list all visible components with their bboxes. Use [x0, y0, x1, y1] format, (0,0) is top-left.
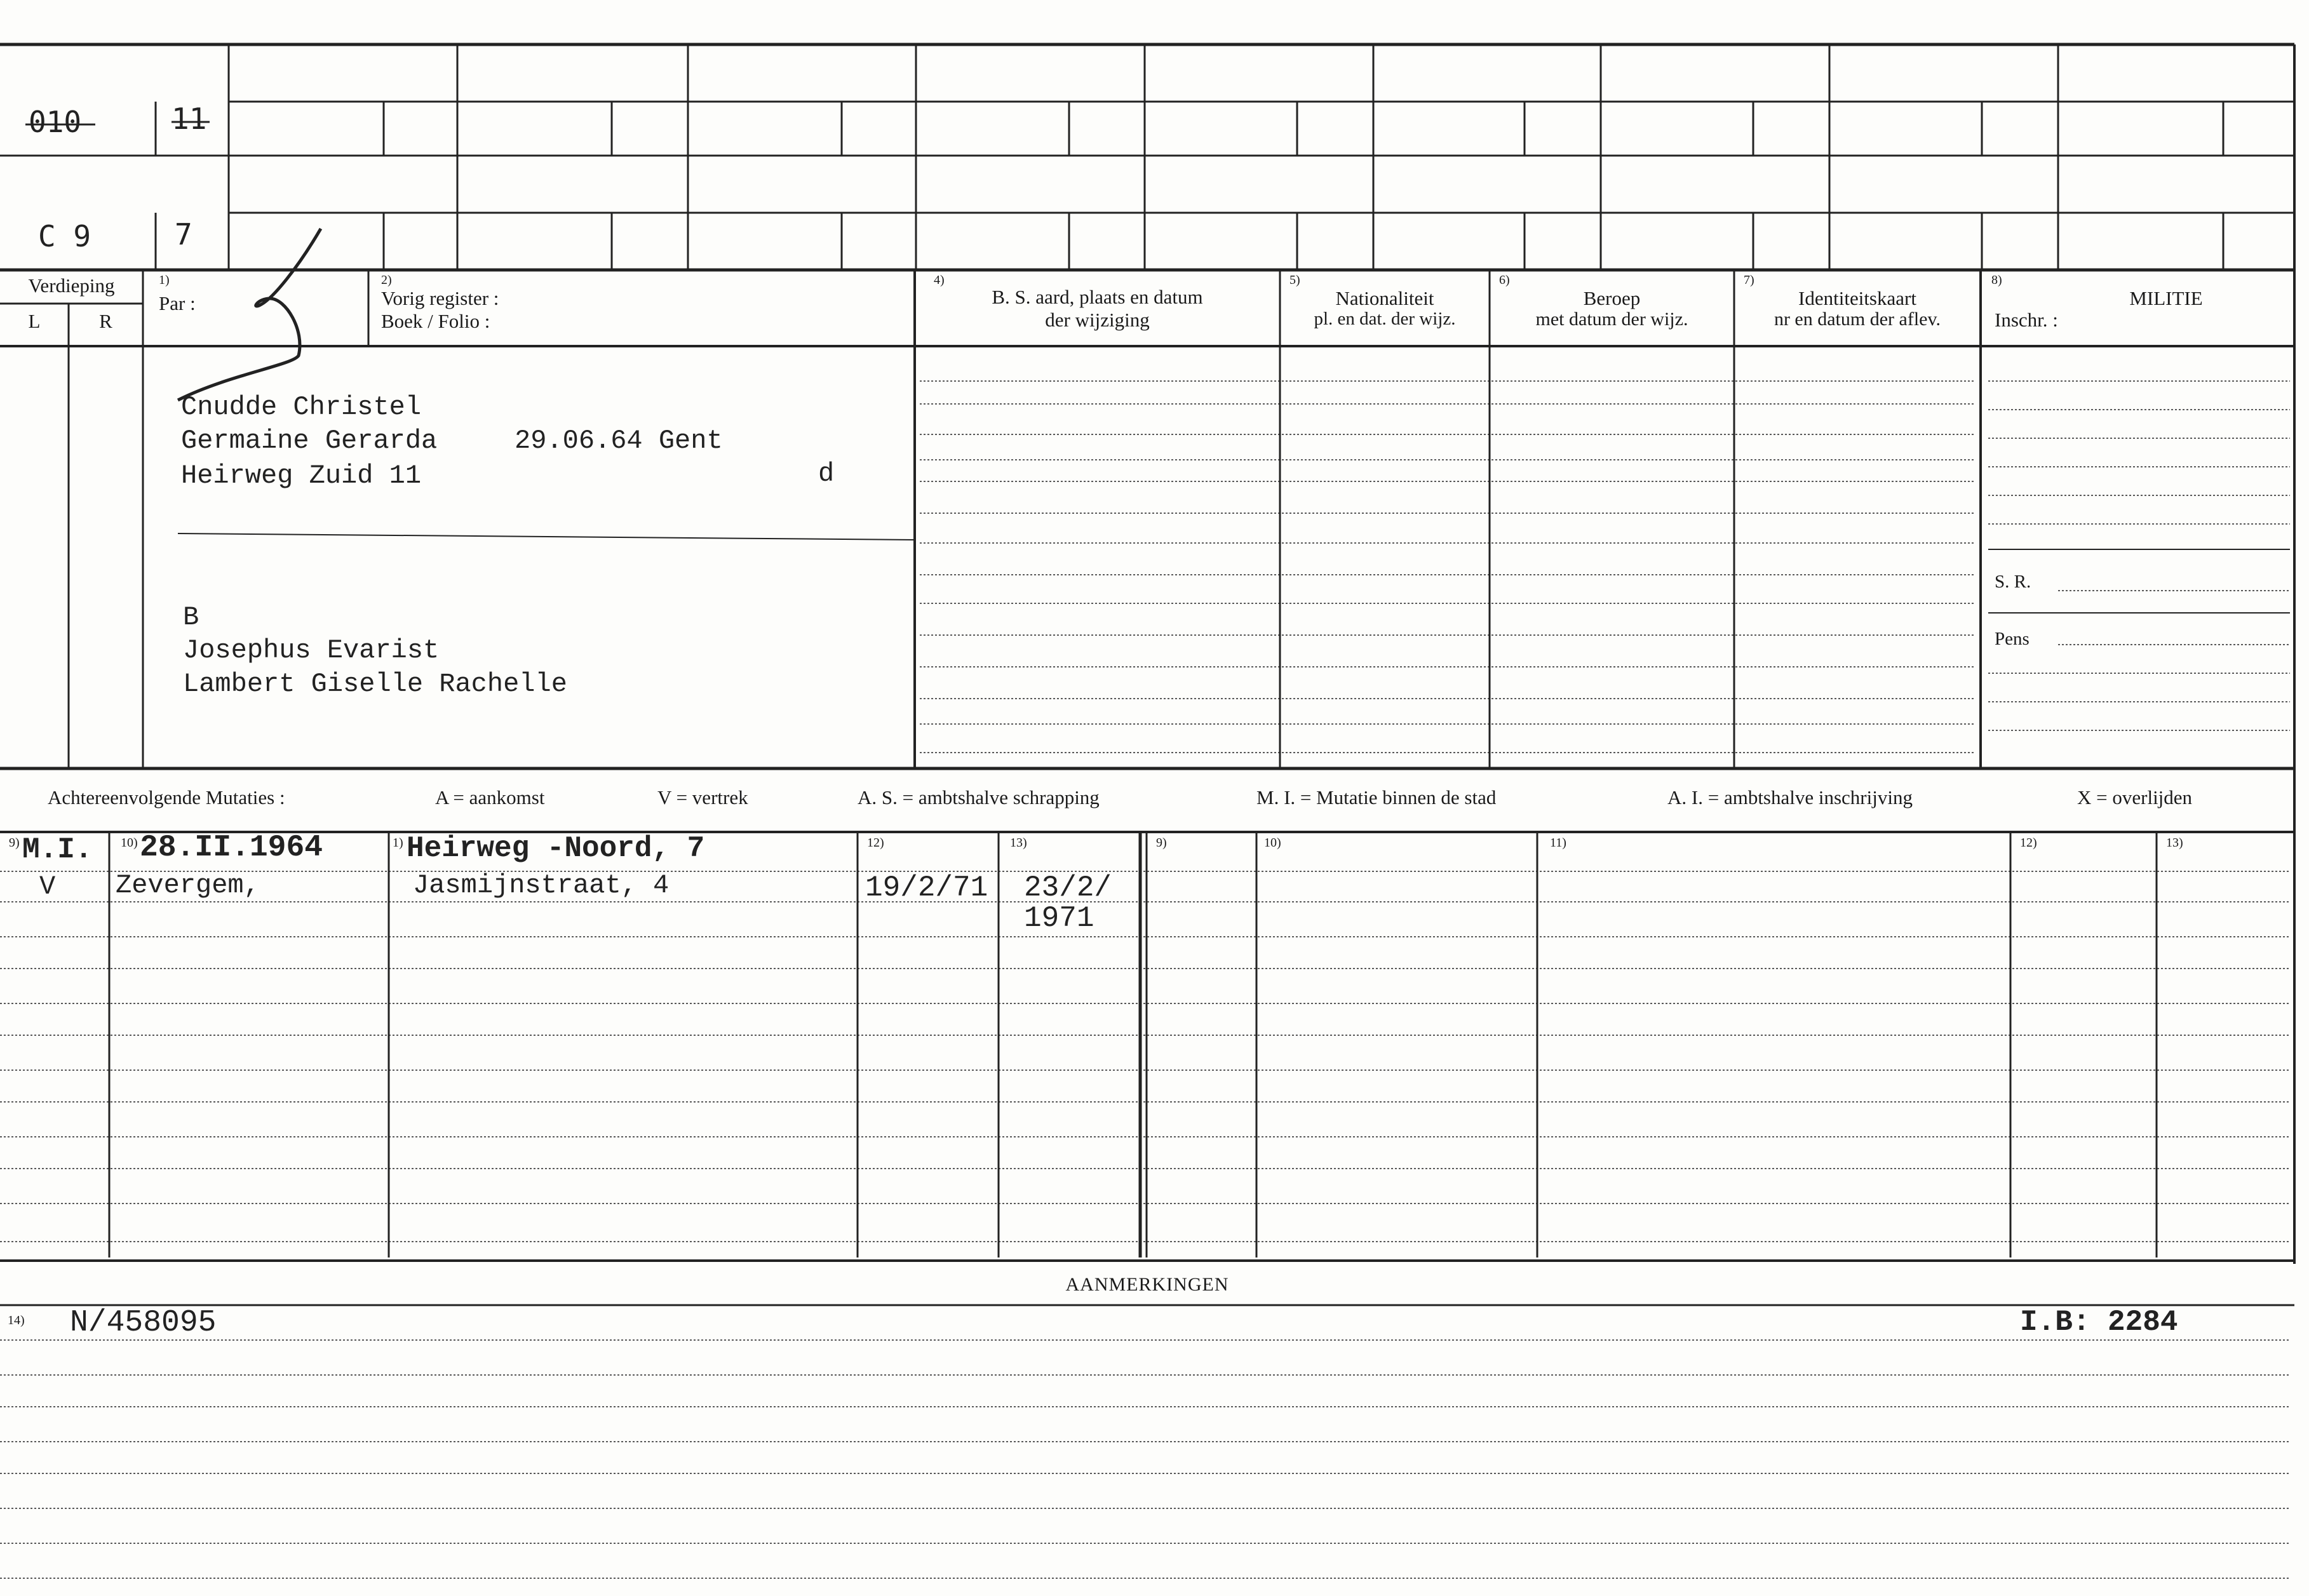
- person-birth: 29.06.64 Gent: [515, 426, 723, 456]
- militie-pens-label: Pens: [1995, 629, 2030, 649]
- mut-col-number: 11): [1550, 836, 1566, 850]
- legend-mutatie-stad: M. I. = Mutatie binnen de stad: [1256, 786, 1497, 808]
- code-building: C 9: [38, 219, 91, 253]
- person-name-line1: Cnudde Christel: [181, 392, 422, 422]
- militie-number: 8): [1991, 273, 2002, 287]
- mutation-row2-date: Zevergem,: [116, 870, 260, 901]
- legend-aankomst: A = aankomst: [435, 786, 545, 808]
- person-name-line2: Germaine Gerarda: [181, 426, 438, 456]
- father-name: Josephus Evarist: [183, 635, 440, 666]
- id-header-line2: nr en datum der aflev.: [1774, 309, 1941, 330]
- par-number: 1): [159, 273, 170, 287]
- nat-header-line1: Nationaliteit: [1335, 287, 1434, 309]
- beroep-header-line1: Beroep: [1583, 287, 1641, 309]
- verdieping-r-label: R: [99, 310, 112, 332]
- code-old-number: 11: [172, 102, 207, 136]
- mutation-row1-type: M.I.: [22, 833, 93, 866]
- mutation-row1-date: 28.II.1964: [140, 831, 323, 865]
- mut-col-number: 13): [1010, 836, 1027, 850]
- legend-intro: Achtereenvolgende Mutaties :: [48, 786, 285, 808]
- vorig-register-label: Vorig register :: [381, 287, 499, 309]
- remarks-ib-number: I.B: 2284: [2020, 1306, 2178, 1339]
- mut-col-number: 13): [2166, 836, 2183, 850]
- code-old-building: 010: [29, 105, 82, 139]
- vorig-number: 2): [381, 273, 392, 287]
- code-number: 7: [175, 217, 192, 251]
- person-address: Heirweg Zuid 11: [181, 460, 422, 491]
- boek-folio-label: Boek / Folio :: [381, 310, 490, 332]
- verdieping-label: Verdieping: [28, 274, 115, 297]
- mut-col-number: 12): [2020, 836, 2037, 850]
- bs-header-line1: B. S. aard, plaats en datum: [992, 286, 1203, 308]
- legend-vertrek: V = vertrek: [657, 786, 748, 808]
- mut-col-number: 9): [9, 836, 20, 850]
- mut-col-number: 10): [121, 836, 138, 850]
- bs-header-line2: der wijziging: [1045, 309, 1150, 331]
- par-label: Par :: [159, 292, 196, 314]
- mother-name: Lambert Giselle Rachelle: [183, 669, 567, 699]
- nat-number: 5): [1289, 273, 1300, 287]
- mutation-row2-place: Jasmijnstraat, 4: [413, 870, 670, 901]
- mutation-row2-type: V: [39, 871, 56, 902]
- parent-code: B: [183, 602, 199, 633]
- mutation-row2-date13-a: 23/2/: [1024, 871, 1112, 904]
- person-sex: d: [818, 459, 835, 489]
- mut-col-number: 9): [1156, 836, 1167, 850]
- mutation-row2-date12: 19/2/71: [865, 871, 988, 904]
- legend-overlijden: X = overlijden: [2077, 786, 2193, 808]
- militie-inschr-label: Inschr. :: [1995, 309, 2058, 331]
- mut-col-number: 10): [1264, 836, 1281, 850]
- remarks-reference: N/458095: [70, 1306, 217, 1340]
- bs-number: 4): [934, 273, 945, 287]
- id-number: 7): [1744, 273, 1754, 287]
- verdieping-l-label: L: [28, 310, 41, 332]
- remarks-title: AANMERKINGEN: [1065, 1274, 1229, 1295]
- mut-col-number: 1): [393, 836, 403, 850]
- remarks-number: 14): [8, 1313, 25, 1327]
- mutation-row2-date13-b: 1971: [1024, 902, 1094, 935]
- mut-col-number: 12): [867, 836, 884, 850]
- mutation-row1-place: Heirweg -Noord, 7: [407, 832, 705, 865]
- beroep-header-line2: met datum der wijz.: [1535, 309, 1688, 330]
- legend-ambtshalve-inschrijving: A. I. = ambtshalve inschrijving: [1667, 786, 1913, 808]
- beroep-number: 6): [1499, 273, 1510, 287]
- legend-ambtshalve-schrapping: A. S. = ambtshalve schrapping: [858, 786, 1100, 808]
- id-header-line1: Identiteitskaart: [1798, 287, 1916, 309]
- militie-sr-label: S. R.: [1995, 572, 2031, 592]
- nat-header-line2: pl. en dat. der wijz.: [1314, 309, 1456, 329]
- militie-title: MILITIE: [2129, 287, 2203, 309]
